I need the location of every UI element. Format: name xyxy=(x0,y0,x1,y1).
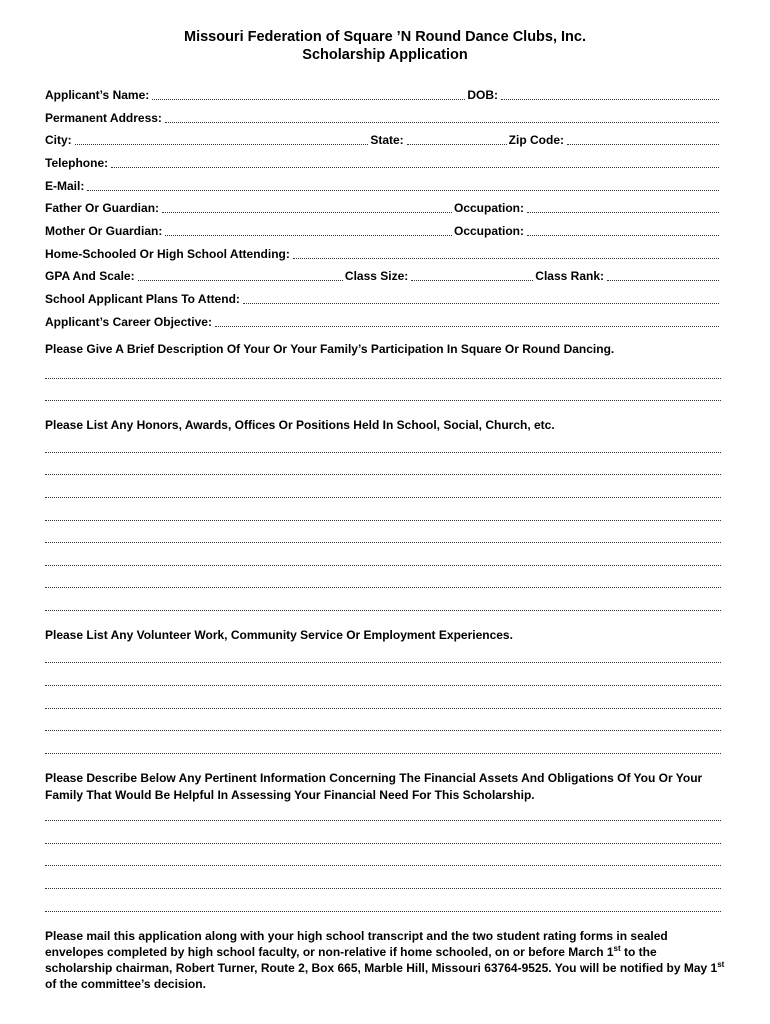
form-title: Scholarship Application xyxy=(302,47,468,63)
email-field[interactable] xyxy=(87,178,719,191)
school-plans-label: School Applicant Plans To Attend: xyxy=(45,292,240,306)
organization-title: Missouri Federation of Square ’N Round Dance Clubs, Inc. xyxy=(183,29,587,45)
instructions-text-3: of the committee’s decision. xyxy=(45,977,206,991)
dob-label: DOB: xyxy=(467,88,498,102)
class-rank-label: Class Rank: xyxy=(535,269,604,283)
mother-occupation-field[interactable] xyxy=(527,223,719,236)
answer-line[interactable] xyxy=(45,820,721,821)
question-honors-awards: Please List Any Honors, Awards, Offices Or Positions Held In School, Social, Church, etc. xyxy=(45,418,555,432)
permanent-address-field[interactable] xyxy=(165,110,719,123)
father-row xyxy=(45,199,721,215)
answer-line[interactable] xyxy=(45,542,721,543)
mother-row xyxy=(45,222,721,238)
answer-line[interactable] xyxy=(45,520,721,521)
father-label: Father Or Guardian: xyxy=(45,201,160,215)
answer-line[interactable] xyxy=(45,888,721,889)
answer-line[interactable] xyxy=(45,610,721,611)
father-field[interactable] xyxy=(162,200,452,213)
career-label: Applicant’s Career Objective: xyxy=(45,315,212,329)
answer-line[interactable] xyxy=(45,685,721,686)
father-occupation-label: Occupation: xyxy=(453,201,524,215)
answer-line[interactable] xyxy=(45,378,721,379)
city-state-zip-row xyxy=(45,131,721,147)
answer-line[interactable] xyxy=(45,753,721,754)
answer-line[interactable] xyxy=(45,400,721,401)
dob-field[interactable] xyxy=(501,87,719,100)
applicant-name-row xyxy=(45,86,721,102)
permanent-address-row xyxy=(45,109,721,125)
answer-line[interactable] xyxy=(45,587,721,588)
school-plans-row xyxy=(45,290,721,306)
gpa-row xyxy=(45,267,721,283)
telephone-field[interactable] xyxy=(111,155,719,168)
career-field[interactable] xyxy=(215,314,719,327)
mother-field[interactable] xyxy=(165,223,452,236)
zip-field[interactable] xyxy=(567,132,719,145)
answer-line[interactable] xyxy=(45,452,721,453)
answer-line[interactable] xyxy=(45,565,721,566)
answer-line[interactable] xyxy=(45,662,721,663)
class-size-field[interactable] xyxy=(411,268,533,281)
instructions-text-1: Please mail this application along with your high school transcript and the two student rating forms in sealed envelopes completed by high school faculty, or non-relative if home schooled, on or before March 1 xyxy=(45,929,668,959)
career-row xyxy=(45,313,721,329)
class-rank-field[interactable] xyxy=(607,268,719,281)
answer-line[interactable] xyxy=(45,730,721,731)
answer-line[interactable] xyxy=(45,708,721,709)
gpa-label: GPA And Scale: xyxy=(45,269,135,283)
class-size-label: Class Size: xyxy=(344,269,409,283)
mailing-instructions xyxy=(45,928,725,992)
mother-occupation-label: Occupation: xyxy=(453,224,524,238)
school-attending-field[interactable] xyxy=(293,246,719,259)
superscript-st-2: st xyxy=(717,960,725,969)
email-label: E-Mail: xyxy=(45,179,85,193)
city-label: City: xyxy=(45,133,72,147)
answer-line[interactable] xyxy=(45,843,721,844)
telephone-row xyxy=(45,154,721,170)
state-label: State: xyxy=(370,133,404,147)
instructions-text-2: to the scholarship chairman, Robert Turner, Route 2, Box 665, Marble Hill, Missouri 63764-9525. You will be notified by May 1 xyxy=(45,945,718,975)
city-field[interactable] xyxy=(75,132,369,145)
applicant-name-label: Applicant’s Name: xyxy=(45,88,150,102)
gpa-field[interactable] xyxy=(138,268,343,281)
email-row xyxy=(45,177,721,193)
answer-line[interactable] xyxy=(45,474,721,475)
state-field[interactable] xyxy=(407,132,507,145)
answer-line[interactable] xyxy=(45,497,721,498)
school-plans-field[interactable] xyxy=(243,291,719,304)
applicant-name-field[interactable] xyxy=(152,87,465,100)
school-attending-label: Home-Schooled Or High School Attending: xyxy=(45,247,290,261)
question-volunteer-work: Please List Any Volunteer Work, Community Service Or Employment Experiences. xyxy=(45,628,513,642)
superscript-st-1: st xyxy=(613,944,621,953)
answer-line[interactable] xyxy=(45,911,721,912)
answer-line[interactable] xyxy=(45,865,721,866)
zip-label: Zip Code: xyxy=(508,133,564,147)
mother-label: Mother Or Guardian: xyxy=(45,224,163,238)
question-dance-participation: Please Give A Brief Description Of Your Or Your Family’s Participation In Square Or Round Dancing. xyxy=(45,342,615,356)
permanent-address-label: Permanent Address: xyxy=(45,111,162,125)
question-financial-need: Please Describe Below Any Pertinent Information Concerning The Financial Assets And Obligations Of You Or Your Family That Would Be Helpful In Assessing Your Financial Need For This Scholarship. xyxy=(45,771,703,802)
school-attending-row xyxy=(45,245,721,261)
father-occupation-field[interactable] xyxy=(527,200,719,213)
telephone-label: Telephone: xyxy=(45,156,109,170)
